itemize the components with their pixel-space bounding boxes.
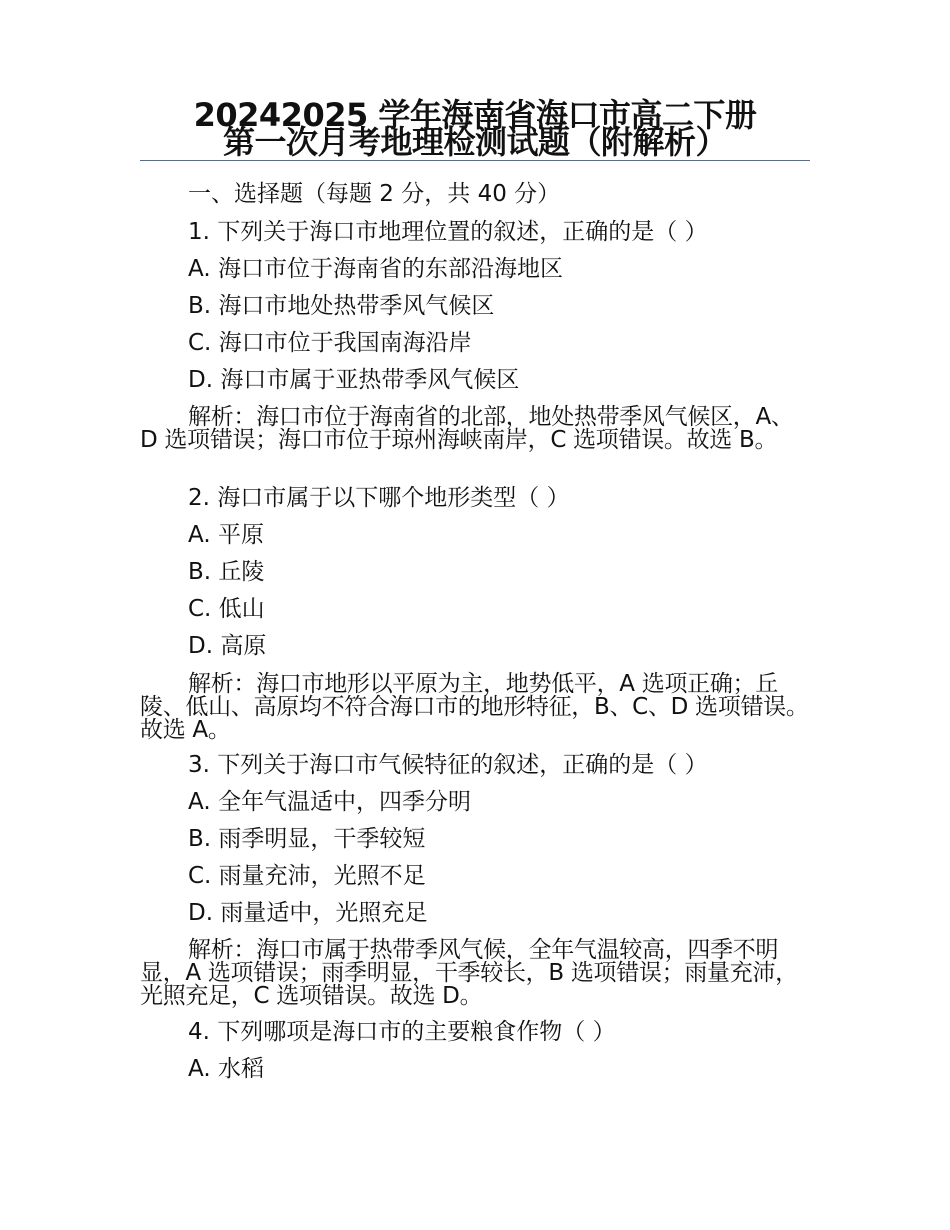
title-line-1: 20242025 学年海南省海口市高二下册 bbox=[193, 96, 757, 134]
question-3-option-b: B. 雨季明显，干季较短 bbox=[188, 826, 426, 852]
question-3-option-d: D. 雨量适中，光照充足 bbox=[188, 900, 428, 926]
question-2-option-d: D. 高原 bbox=[188, 633, 267, 659]
title-line-2: 第一次月考地理检测试题（附解析） bbox=[222, 123, 727, 161]
question-2-stem: 2. 海口市属于以下哪个地形类型（ ） bbox=[188, 485, 570, 511]
question-1-option-a: A. 海口市位于海南省的东部沿海地区 bbox=[188, 256, 563, 282]
document-title bbox=[140, 96, 810, 161]
question-1-stem: 1. 下列关于海口市地理位置的叙述，正确的是（ ） bbox=[188, 219, 708, 245]
question-1-analysis: 解析：海口市位于海南省的北部，地处热带季风气候区，A、D 选项错误；海口市位于琼州海峡南岸，C 选项错误。故选 B。 bbox=[140, 404, 794, 453]
title-divider bbox=[140, 160, 810, 161]
question-4-option-a: A. 水稻 bbox=[188, 1056, 264, 1082]
question-2-option-a: A. 平原 bbox=[188, 522, 264, 548]
question-2-option-c: C. 低山 bbox=[188, 596, 265, 622]
question-3-analysis: 解析：海口市属于热带季风气候，全年气温较高，四季不明显，A 选项错误；雨季明显，干季较长，B 选项错误；雨量充沛，光照充足，C 选项错误。故选 D。 bbox=[140, 937, 798, 1009]
question-1-option-d: D. 海口市属于亚热带季风气候区 bbox=[188, 367, 520, 393]
question-3-option-c: C. 雨量充沛，光照不足 bbox=[188, 863, 426, 889]
question-3-option-a: A. 全年气温适中，四季分明 bbox=[188, 789, 471, 815]
section-heading: 一、选择题（每题 2 分，共 40 分） bbox=[188, 181, 561, 207]
question-3-stem: 3. 下列关于海口市气候特征的叙述，正确的是（ ） bbox=[188, 752, 708, 778]
question-4-stem: 4. 下列哪项是海口市的主要粮食作物（ ） bbox=[188, 1019, 616, 1045]
question-1-option-b: B. 海口市地处热带季风气候区 bbox=[188, 293, 495, 319]
question-2-analysis: 解析：海口市地形以平原为主，地势低平，A 选项正确；丘陵、低山、高原均不符合海口市的地形特征，B、C、D 选项错误。故选 A。 bbox=[140, 671, 809, 743]
question-1-option-c: C. 海口市位于我国南海沿岸 bbox=[188, 330, 472, 356]
question-2-option-b: B. 丘陵 bbox=[188, 559, 265, 585]
